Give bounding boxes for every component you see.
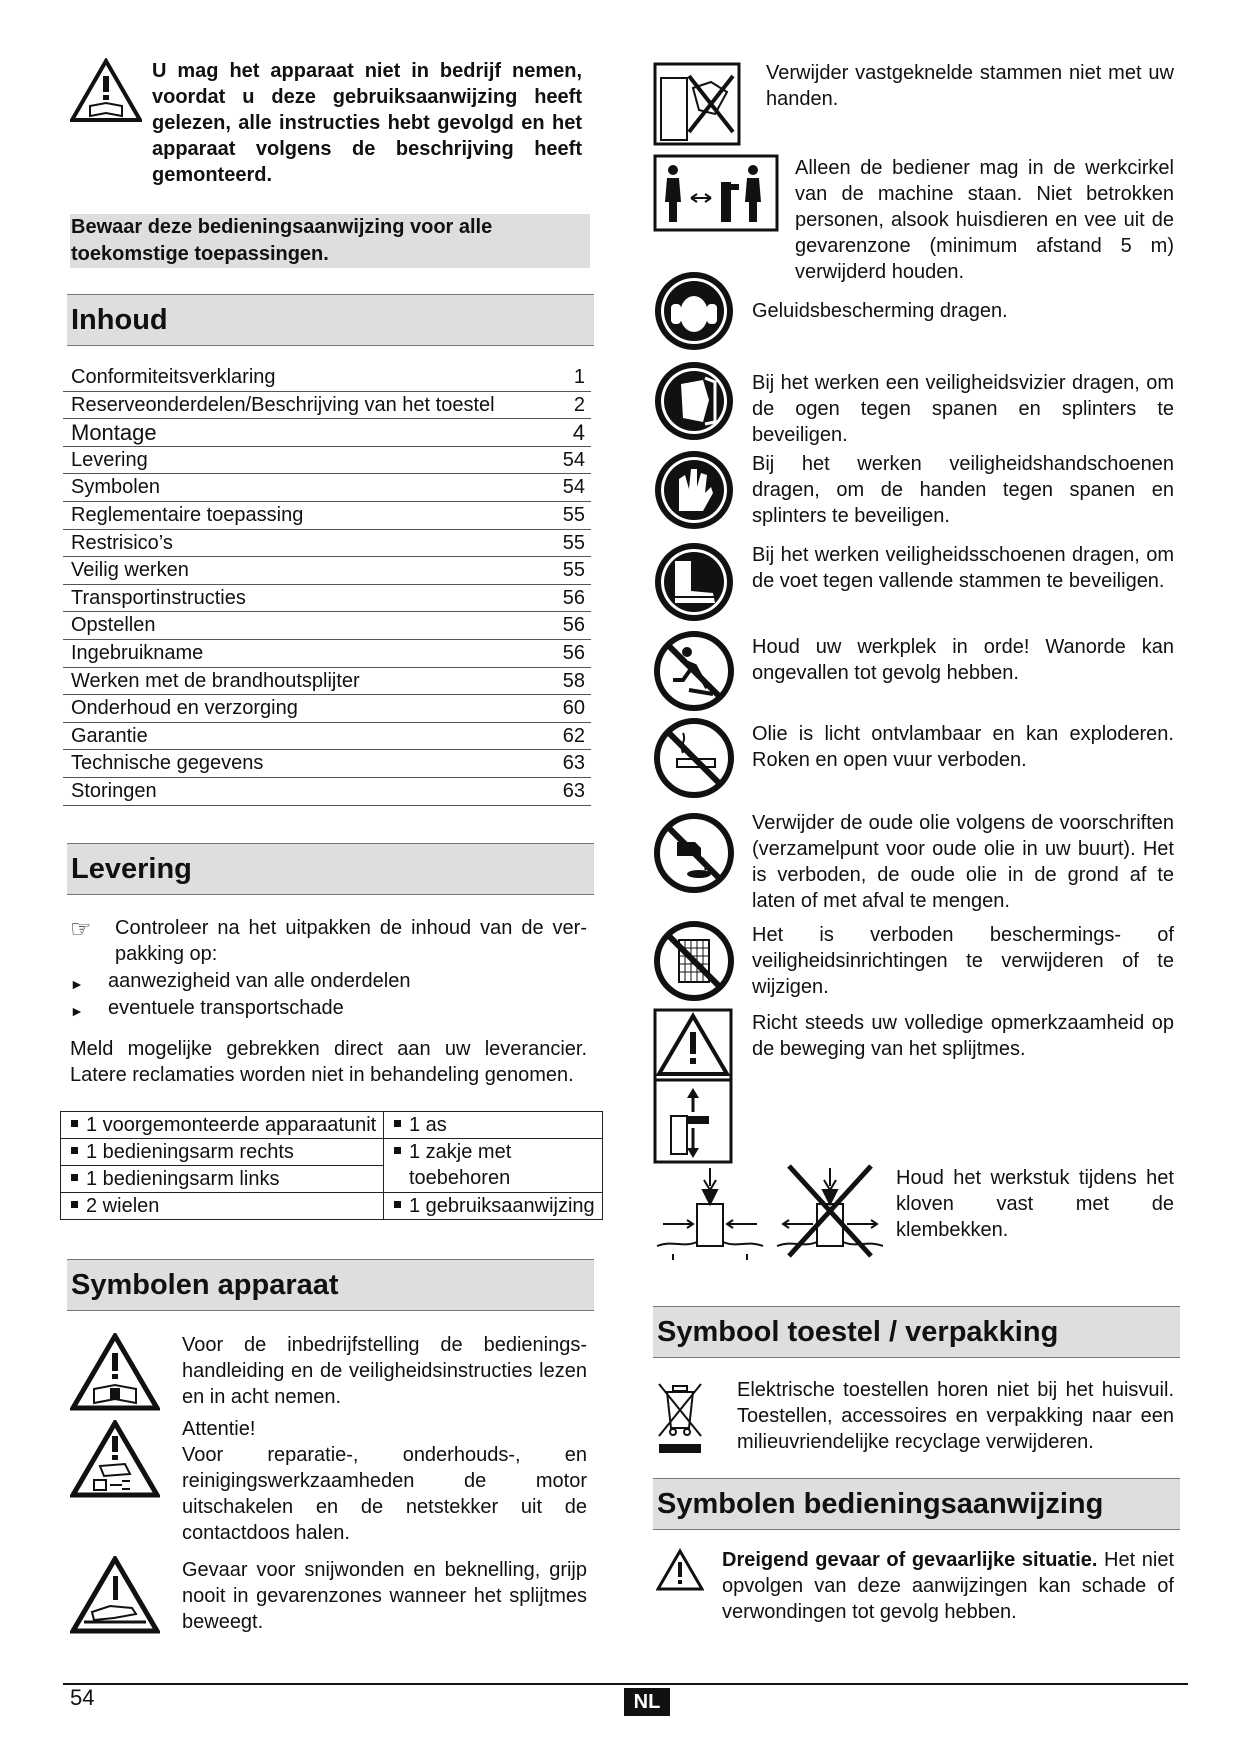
inhoud-header: Inhoud [67,294,594,346]
hand-crush-warning-icon [70,1556,160,1634]
toc-row [63,585,591,613]
ear-protection-text: Geluidsbescherming dragen. [752,300,1008,322]
delivery-contents-table [60,1111,603,1220]
toc-row [63,530,591,558]
operator-zone-text: Alleen de bediener mag in de werkcirkel van de machine staan. Niet betrokken personen, alsook huisdieren en vee uit de gevarenzone (minimum afstand 5 m) verwijderd houden. [795,157,1174,283]
toc-label: Transportinstructies [71,586,246,609]
trapped-log-hands-icon [653,62,741,146]
levering-note: Meld mogelijke gebrekken direct aan uw leverancier. Latere reclamaties worden niet in behandeling genomen. [70,1038,587,1086]
guard-removal-text: Het is verboden beschermings- of veiligheidsinrichtingen te verwijderen of te wijzigen. [752,924,1174,998]
toc-label: Veilig werken [71,559,189,582]
delivery-item: 2 wielen [86,1195,160,1217]
toc-row [63,392,591,420]
toc-page: 63 [562,779,585,802]
levering-check: Controleer na het uitpakken de inhoud van de ver-pakking op: [115,917,587,965]
operator-distance-icon [653,154,779,232]
toc-label: Ingebruikname [71,641,204,664]
toc-label: Conformiteitsverklaring [71,366,276,388]
symbolen-bedien-header: Symbolen bedieningsaanwijzing [653,1478,1180,1530]
delivery-item: 1 as [409,1114,447,1136]
toc-label: Montage [71,420,157,446]
toc-label: Onderhoud en verzorging [71,697,298,720]
blade-attention-text: Richt steeds uw volledige opmerkzaamheid op de beweging van het splijtmes. [752,1012,1174,1060]
page-number: 54 [70,1685,95,1710]
bullet-arrow-icon: ► [70,976,84,992]
toc-label: Levering [71,448,148,471]
symbool-toestel-header: Symbool toestel / verpakking [653,1306,1180,1358]
keep-instructions: Bewaar deze bedieningsaanwijzing voor alle toekomstige toepassingen. [70,214,590,268]
bedien-bold: Dreigend gevaar of gevaarlijke situatie. [722,1549,1098,1571]
ear-protection-icon [653,270,735,352]
toc-row [63,474,591,502]
toc-label: Reserveonderdelen/Beschrijving van het toestel [71,393,495,416]
footer-divider [63,1683,1188,1685]
toc-page: 55 [562,531,585,554]
levering-bullet-2: eventuele transportschade [108,997,344,1019]
toc-label: Restrisico’s [71,531,173,554]
no-oil-dumping-icon [653,812,735,894]
trapped-log-text: Verwijder vastgeknelde stammen niet met uw handen. [766,62,1174,110]
safety-gloves-icon [653,449,735,531]
levering-bullet-1: aanwezigheid van alle onderdelen [108,970,411,992]
weee-bin-icon [655,1378,705,1458]
bedien-rest: Het niet opvolgen van deze aanwijzingen kan schade of verwondingen tot gevolg hebben. [722,1549,1175,1623]
toc-label: Symbolen [71,476,160,499]
toc-row [63,557,591,585]
toc-label: Storingen [71,779,157,802]
toc-page: 63 [562,752,585,775]
delivery-item: 1 gebruiksaanwijzing [409,1195,595,1217]
table-of-contents [63,364,591,806]
splitting-blade-attention-icon [653,1008,733,1164]
attentie-label: Attentie! [182,1418,256,1440]
face-shield-icon [653,360,735,442]
symbol-hand-crush-text: Gevaar voor snijwonden en beknelling, grijp nooit in gevarenzones wanneer het splijtmes beweegt. [182,1559,587,1633]
delivery-item: 1 bedieningsarm rechts [86,1141,294,1163]
clamp-workpiece-text: Houd het werkstuk tijdens het kloven vast met de klembekken. [896,1167,1174,1241]
toc-row [63,502,591,530]
toc-page: 54 [562,476,585,499]
toc-page: 56 [562,586,585,609]
symbol-read-manual-text: Voor de inbedrijfstelling de bedienings-handleiding en de veiligheidsinstructies lezen en in acht nemen. [182,1334,587,1408]
levering-header: Levering [67,843,594,895]
toc-page: 60 [562,697,585,720]
toestel-text: Elektrische toestellen horen niet bij het huisvuil. Toestellen, accessoires en verpakking naar een milieuvriendelijke recyclage verwijderen. [737,1379,1174,1453]
delivery-item: 1 zakje met toebehoren [409,1141,512,1189]
toc-page: 54 [562,448,585,471]
warning-manual-icon [70,58,142,122]
toc-row [63,695,591,723]
delivery-item: 1 voorgemonteerde apparaatunit [86,1114,377,1136]
tidy-workplace-text: Houd uw werkplek in orde! Wanorde kan ongevallen tot gevolg hebben. [752,636,1174,684]
toc-label: Garantie [71,724,148,747]
symbol-unplug-text: Voor reparatie-, onderhouds-, en reinigingswerkzaamheden de motor uitschakelen en de netstekker uit de contactdoos halen. [182,1444,587,1544]
toc-page: 4 [572,420,585,446]
language-badge: NL [624,1688,670,1716]
no-guard-removal-icon [653,920,735,1002]
toc-page: 56 [562,614,585,637]
tidy-workplace-prohibition-icon [653,630,735,712]
symbolen-apparaat-header: Symbolen apparaat [67,1259,594,1311]
delivery-item: 1 bedieningsarm links [86,1168,280,1190]
toc-page: 55 [562,503,585,526]
toc-label: Technische gegevens [71,752,264,775]
no-smoking-icon [653,717,735,799]
danger-warning-icon [656,1548,704,1592]
toc-row [63,723,591,751]
toc-row [63,364,591,392]
toc-row [63,778,591,806]
pointing-hand-icon: ☞ [70,916,92,943]
face-shield-text: Bij het werken een veiligheidsvizier dragen, om de ogen tegen spanen en splinters te beveiligen. [752,372,1174,446]
bedien-text [722,1547,1174,1625]
unplug-warning-icon [70,1420,160,1498]
read-manual-warning-icon [70,1333,160,1411]
toc-row [63,612,591,640]
toc-row [63,419,591,447]
toc-page: 56 [562,641,585,664]
toc-row [63,447,591,475]
toc-row [63,640,591,668]
toc-row [63,668,591,696]
oil-flammable-text: Olie is licht ontvlambaar en kan exploderen. Roken en open vuur verboden. [752,723,1174,771]
toc-page: 58 [562,669,585,692]
toc-page: 1 [573,366,585,388]
toc-row [63,750,591,778]
toc-page: 2 [573,393,585,416]
bullet-arrow-icon: ► [70,1003,84,1019]
toc-page: 62 [562,724,585,747]
intro-warning: U mag het apparaat niet in bedrijf nemen, voordat u deze gebruiksaanwijzing heeft gelezen, alle instructies hebt gevolgd en het apparaat volgens de beschrijving heeft gemonteerd. [152,60,582,186]
safety-gloves-text: Bij het werken veiligheidshandschoenen dragen, om de handen tegen spanen en splinters te beveiligen. [752,453,1174,527]
used-oil-text: Verwijder de oude olie volgens de voorschriften (verzamelpunt voor oude olie in uw buurt). Het is verboden, de oude olie in de grond af te laten of met afval te mengen. [752,812,1174,912]
toc-page: 55 [562,559,585,582]
safety-boots-icon [653,541,735,623]
safety-boots-text: Bij het werken veiligheidsschoenen dragen, om de voet tegen vallende stammen te beveiligen. [752,544,1174,592]
clamp-workpiece-icon [653,1164,883,1260]
toc-label: Werken met de brandhoutsplijter [71,669,360,692]
toc-label: Reglementaire toepassing [71,503,304,526]
toc-label: Opstellen [71,614,156,637]
